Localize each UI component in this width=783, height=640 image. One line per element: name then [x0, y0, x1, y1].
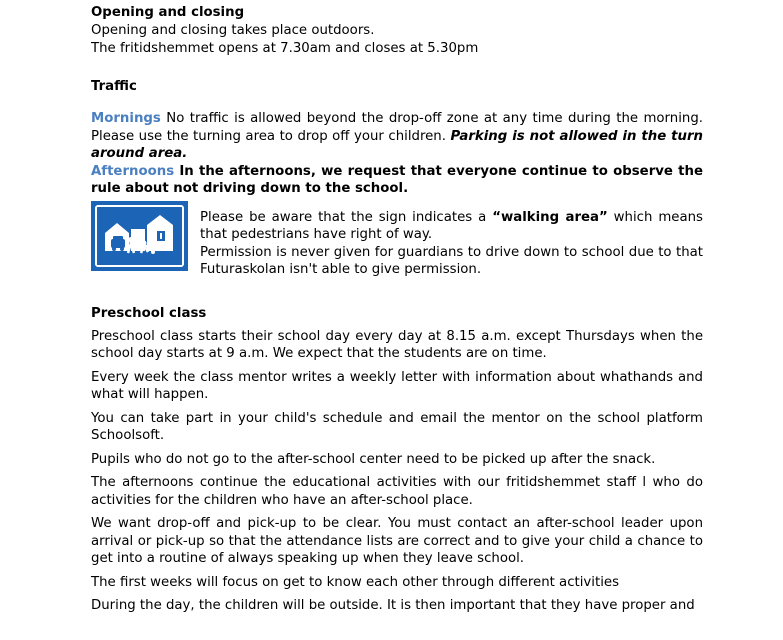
sign-text-before: Please be aware that the sign indicates a — [200, 209, 493, 225]
preschool-paragraph: You can take part in your child's schedule and email the mentor on the school platform Schoolsoft. — [91, 410, 703, 443]
opening-heading: Opening and closing — [91, 5, 245, 20]
walking-area-sign-icon — [91, 201, 188, 271]
document-page — [91, 4, 703, 621]
preschool-paragraph: During the day, the children will be outside. It is then important that they have proper and — [91, 598, 695, 613]
afternoons-label: Afternoons — [91, 163, 175, 179]
preschool-section — [91, 328, 703, 615]
sign-text-quote: “walking area” — [492, 209, 608, 225]
opening-line-1: Opening and closing takes place outdoors. — [91, 23, 375, 38]
preschool-paragraph: The first weeks will focus on get to know each other through different activities — [91, 574, 620, 590]
preschool-paragraph: We want drop-off and pick-up to be clear. You must contact an after-school leader upon arrival or pick-up so that the attendance lists are correct and to give your child a chance to get into a routine of always speaking up when they leave school. — [91, 516, 703, 566]
preschool-paragraph: Pupils who do not go to the after-school center need to be picked up after the snack. — [91, 451, 656, 467]
mornings-label: Mornings — [91, 111, 161, 126]
permission-paragraph: Permission is never given for guardians to drive down to school due to that Futuraskolan isn't able to give permission. — [200, 244, 703, 277]
sign-row — [91, 201, 703, 279]
sign-description — [200, 209, 703, 279]
preschool-paragraph: The afternoons continue the educational activities with our fritidshemmet staff l who do activities for the children who have an after-school place. — [91, 475, 703, 508]
mornings-emphasis: Parking is not allowed in the turn around area. — [91, 128, 703, 161]
mornings-text: No traffic is allowed beyond the drop-off zone at any time during the morning. Please use the turning area to drop off your children. — [91, 111, 703, 144]
afternoons-text: In the afternoons, we request that everyone continue to observe the rule about not driving down to the school. — [91, 163, 703, 196]
traffic-heading: Traffic — [91, 79, 137, 94]
preschool-paragraph: Preschool class starts their school day every day at 8.15 a.m. except Thursdays when the school day starts at 9 a.m. We expect that the students are on time. — [91, 328, 703, 361]
preschool-paragraph: Every week the class mentor writes a weekly letter with information about whathands and what will happen. — [91, 369, 703, 402]
opening-line-2: The fritidshemmet opens at 7.30am and closes at 5.30pm — [91, 40, 479, 56]
mornings-paragraph — [91, 110, 703, 163]
afternoons-paragraph — [91, 163, 703, 198]
preschool-heading: Preschool class — [91, 305, 207, 321]
sign-text-after: which means that pedestrians have right of way. — [200, 209, 703, 242]
sign-paragraph — [200, 209, 703, 244]
